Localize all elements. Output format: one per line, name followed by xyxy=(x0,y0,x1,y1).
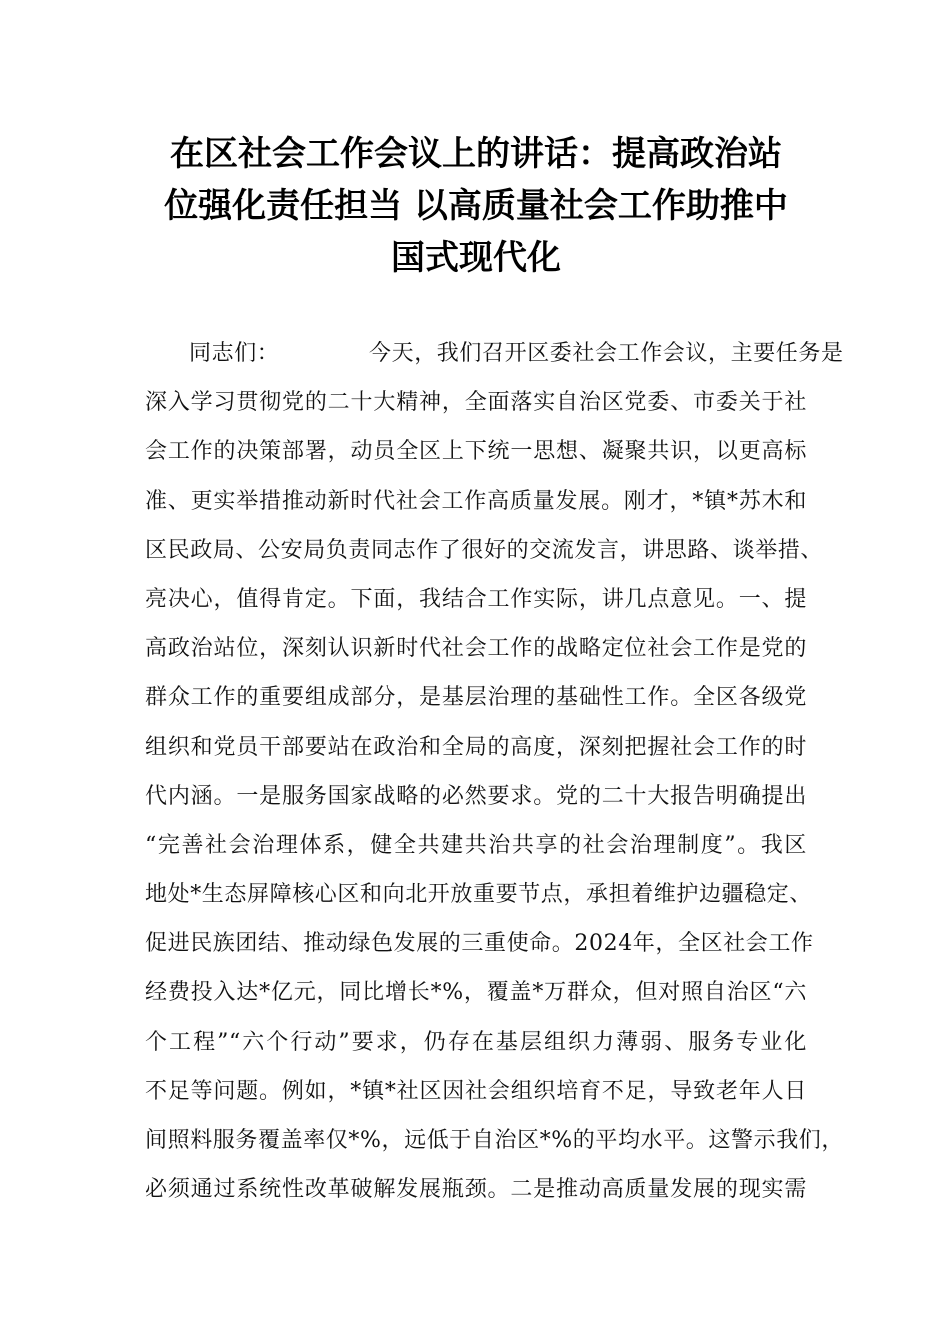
body-line: 准、更实举措推动新时代社会工作高质量发展。刚才，*镇*苏木和 xyxy=(145,488,807,514)
body-line: 群众工作的重要组成部分，是基层治理的基础性工作。全区各级党 xyxy=(145,685,807,711)
body-line: 地处*生态屏障核心区和向北开放重要节点，承担着维护边疆稳定、 xyxy=(145,882,813,908)
body-line: 亮决心，值得肯定。下面，我结合工作实际，讲几点意见。一、提 xyxy=(145,586,807,612)
body-line: 必须通过系统性改革破解发展瓶颈。二是推动高质量发展的现实需 xyxy=(145,1177,807,1203)
body-line: 区民政局、公安局负责同志作了很好的交流发言，讲思路、谈举措、 xyxy=(145,537,824,563)
title-line: 位强化责任担当 以高质量社会工作助推中 xyxy=(164,186,788,226)
body-line: 高政治站位，深刻认识新时代社会工作的战略定位社会工作是党的 xyxy=(145,636,807,662)
body-line: 个工程”“六个行动”要求，仍存在基层组织力薄弱、服务专业化 xyxy=(145,1029,807,1055)
body-line: 代内涵。一是服务国家战略的必然要求。党的二十大报告明确提出 xyxy=(145,783,807,809)
body-line: 不足等问题。例如，*镇*社区因社会组织培育不足，导致老年人日 xyxy=(145,1078,807,1104)
body-line-text: 今天，我们召开区委社会工作会议，主要任务是 xyxy=(369,341,844,366)
title-line: 国式现代化 xyxy=(391,238,561,278)
title-line: 在区社会工作会议上的讲话：提高政治站 xyxy=(170,134,782,174)
body-line: “完善社会治理体系，健全共建共治共享的社会治理制度”。我区 xyxy=(145,832,807,858)
body-line: 组织和党员干部要站在政治和全局的高度，深刻把握社会工作的时 xyxy=(145,734,807,760)
document-title xyxy=(145,128,807,284)
body-line: 深入学习贯彻党的二十大精神，全面落实自治区党委、市委关于社 xyxy=(145,390,807,416)
body-line xyxy=(145,329,844,378)
body-line: 经费投入达*亿元，同比增长*%，覆盖*万群众，但对照自治区“六 xyxy=(145,980,807,1006)
document-body xyxy=(145,329,845,1214)
body-line: 促进民族团结、推动绿色发展的三重使命。2024年，全区社会工作 xyxy=(145,931,814,957)
body-line: 间照料服务覆盖率仅*%，远低于自治区*%的平均水平。这警示我们， xyxy=(145,1128,845,1153)
body-line: 会工作的决策部署，动员全区上下统一思想、凝聚共识，以更高标 xyxy=(145,439,807,465)
salutation: 同志们： xyxy=(189,341,280,366)
